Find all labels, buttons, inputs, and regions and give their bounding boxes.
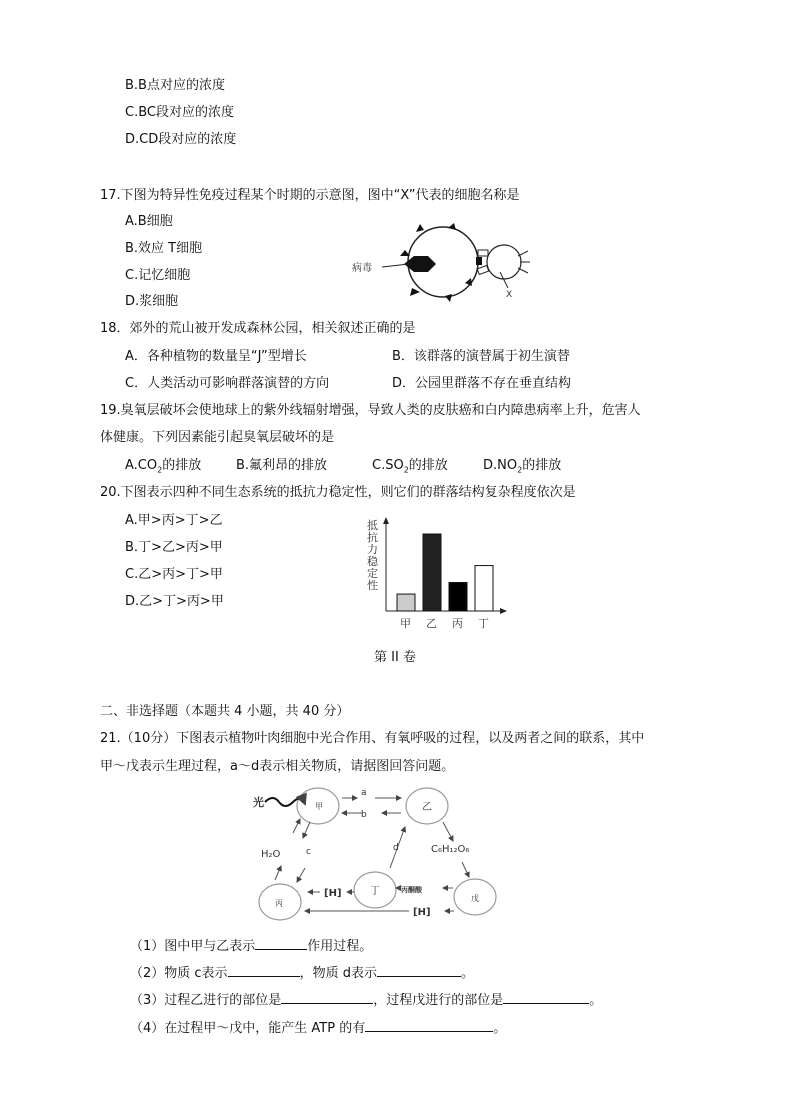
q19-option-d: $D.NO_2$的排放 (483, 458, 562, 475)
label-h-upper: [H] (324, 888, 342, 899)
q16-option-b: B.B点对应的浓度 (125, 78, 225, 93)
bar-丙 (449, 583, 467, 611)
bar-乙 (423, 534, 441, 611)
y-label-char: 抵 (367, 519, 378, 532)
x-label: X (506, 290, 513, 300)
q19-stem-line1: 19.臭氧层破坏会使地球上的紫外线辐射增强，导致人类的皮肤癌和白内障患病率上升，危害人 (100, 403, 641, 418)
label-c: c (306, 847, 311, 857)
node-jia: 甲 (315, 802, 323, 811)
answer-blank-3b[interactable] (503, 991, 589, 1004)
y-axis-label (367, 518, 379, 592)
label-glucose: C₆H₁₂O₆ (431, 844, 470, 855)
resistance-stability-chart (360, 515, 520, 635)
q19-option-a: $A.CO_2$的排放 (125, 458, 202, 475)
q19-stem-line2: 体健康。下列因素能引起臭氧层破坏的是 (100, 430, 335, 445)
label-pyruvate: 丙酮酸 (401, 886, 422, 894)
q20-stem: 20.下图表示四种不同生态系统的抵抗力稳定性，则它们的群落结构复杂程度依次是 (100, 485, 576, 500)
q17-option-d: D.浆细胞 (125, 294, 179, 309)
immune-cell-figure (340, 220, 530, 305)
section-heading: 二、非选择题（本题共 4 小题，共 40 分） (100, 704, 350, 719)
x-tick-label: 丁 (478, 617, 489, 630)
q19-option-b: B.氟利昂的排放 (236, 458, 328, 473)
q21-sub2: （2）物质 c表示 ，物质 d表示 。 (130, 966, 474, 981)
q18-stem: 18．郊外的荒山被开发成森林公园，相关叙述正确的是 (100, 321, 416, 336)
q20-option-c: C.乙>丙>丁>甲 (125, 567, 223, 582)
node-yi: 乙 (422, 802, 432, 813)
y-label-char: 定 (367, 567, 378, 580)
node-wu: 戊 (471, 894, 479, 903)
q18-option-c: C．人类活动可影响群落演替的方向 (125, 376, 330, 391)
virus-label: 病毒 (352, 263, 372, 274)
label-a: a (361, 788, 367, 798)
q18-option-d: D．公园里群落不存在垂直结构 (392, 376, 572, 391)
q21-sub1: （1）图中甲与乙表示 作用过程。 (130, 939, 373, 954)
volume-title: 第 II 卷 (374, 650, 416, 665)
node-ding: 丁 (370, 886, 380, 897)
q18-option-b: B．该群落的演替属于初生演替 (392, 349, 570, 364)
answer-blank-4[interactable] (365, 1019, 493, 1032)
q20-option-a: A.甲>丙>丁>乙 (125, 513, 223, 528)
q21-stem-line1: 21.（10分）下图表示植物叶肉细胞中光合作用、有氧呼吸的过程，以及两者之间的联系，其中 (100, 731, 645, 746)
x-tick-label: 乙 (426, 617, 437, 630)
light-label: 光 (253, 796, 264, 809)
answer-blank-3a[interactable] (281, 991, 373, 1004)
q21-sub4: （4）在过程甲～戊中，能产生 ATP 的有 。 (130, 1021, 507, 1036)
answer-blank-2c[interactable] (228, 964, 300, 977)
q17-option-a: A.B细胞 (125, 214, 173, 229)
q21-sub3: （3）过程乙进行的部位是 ，过程戊进行的部位是 。 (130, 993, 603, 1008)
y-label-char: 性 (367, 579, 378, 592)
bar-丁 (475, 566, 493, 611)
x-tick-label: 甲 (400, 617, 411, 630)
label-b: b (361, 810, 367, 820)
bar-甲 (397, 594, 415, 611)
q16-option-c: C.BC段对应的浓度 (125, 105, 234, 120)
answer-blank-2d[interactable] (377, 964, 461, 977)
label-h2o: H₂O (261, 849, 281, 860)
q16-option-d: D.CD段对应的浓度 (125, 132, 237, 147)
node-bing: 丙 (275, 899, 283, 908)
q18-option-a: A．各种植物的数量呈“J”型增长 (125, 349, 307, 364)
q17-option-b: B.效应 T细胞 (125, 241, 203, 256)
q17-option-c: C.记忆细胞 (125, 268, 191, 283)
q21-stem-line2: 甲～戊表示生理过程，a～d表示相关物质，请据图回答问题。 (100, 759, 455, 774)
y-label-char: 抗 (367, 531, 378, 544)
q17-stem: 17.下图为特异性免疫过程某个时期的示意图，图中“X”代表的细胞名称是 (100, 188, 520, 203)
q20-option-d: D.乙>丁>丙>甲 (125, 594, 224, 609)
answer-blank-1[interactable] (255, 937, 307, 950)
label-h-lower: [H] (413, 907, 431, 918)
y-label-char: 力 (367, 543, 378, 556)
x-tick-label: 丙 (452, 617, 463, 630)
label-d: d (393, 843, 399, 853)
q20-option-b: B.丁>乙>丙>甲 (125, 540, 223, 555)
q19-option-c: $C.SO_2$的排放 (372, 458, 448, 475)
photosynthesis-respiration-diagram (245, 780, 505, 930)
y-label-char: 稳 (367, 555, 378, 568)
